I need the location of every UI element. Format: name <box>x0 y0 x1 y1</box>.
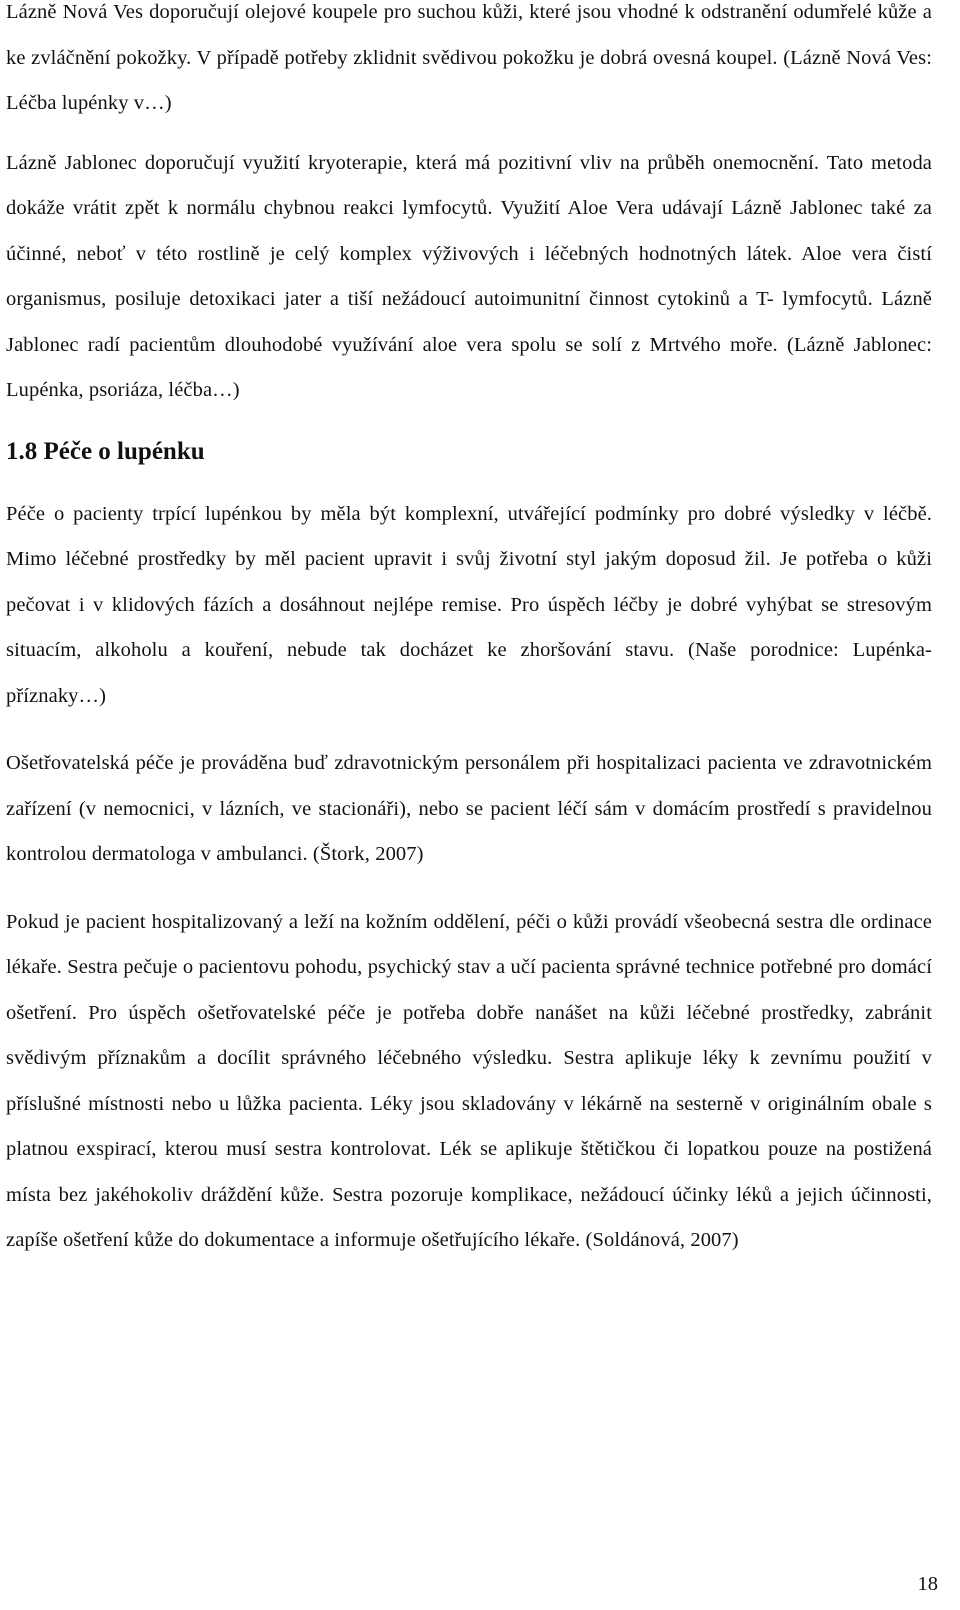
body-paragraph: Pokud je pacient hospitalizovaný a leží na kožním oddělení, péči o kůži provádí všeobecná sestra dle ordinace lékaře. Sestra pečuje o pacientovu pohodu, psychický stav a učí pacienta správné technice potřebné pro domácí ošetření. Pro úspěch ošetřovatelské péče je potřeba dobře nanášet na kůži léčebné prostředky, zabránit svědivým příznakům a docílit správného léčebného výsledku. Sestra aplikuje léky k zevnímu použití v příslušné místnosti nebo u lůžka pacienta. Léky jsou skladovány v lékárně na sesterně v originálním obale s platnou exspirací, kterou musí sestra kontrolovat. Lék se aplikuje štětičkou či lopatkou pouze na postižená místa bez jakéhokoliv dráždění kůže. Sestra pozoruje komplikace, nežádoucí účinky léků a jejich účinnosti, zapíše ošetření kůže do dokumentace a informuje ošetřujícího lékaře. (Soldánová, 2007) <box>6 910 932 1251</box>
page-number: 18 <box>917 1573 938 1595</box>
body-paragraph: Péče o pacienty trpící lupénkou by měla být komplexní, utvářející podmínky pro dobré výsledky v léčbě. Mimo léčebné prostředky by měl pacient upravit i svůj životní styl jakým doposud žil. Je potřeba o kůži pečovat i v klidových fázích a dosáhnout nejlépe remise. Pro úspěch léčby je dobré vyhýbat se stresovým situacím, alkoholu a kouření, nebude tak docházet ke zhoršování stavu. (Naše porodnice: Lupénka- příznaky…) <box>6 502 932 707</box>
section-title: Péče o lupénku <box>43 437 205 465</box>
body-paragraph: Lázně Nová Ves doporučují olejové koupele pro suchou kůži, které jsou vhodné k odstranění odumřelé kůže a ke zvláčnění pokožky. V případě potřeby zklidnit svědivou pokožku je dobrá ovesná koupel. (Lázně Nová Ves: Léčba lupénky v…) <box>6 1 932 114</box>
section-number: 1.8 <box>6 437 38 465</box>
document-page <box>6 0 932 1264</box>
body-paragraph: Lázně Jablonec doporučují využití kryoterapie, která má pozitivní vliv na průběh onemocnění. Tato metoda dokáže vrátit zpět k normálu chybnou reakci lymfocytů. Využití Aloe Vera udávají Lázně Jablonec také za účinné, neboť v této rostlině je celý komplex výživových i léčebných hodnotných látek. Aloe vera čistí organismus, posiluje detoxikaci jater a tiší nežádoucí autoimunitní činnost cytokinů a T- lymfocytů. Lázně Jablonec radí pacientům dlouhodobé využívání aloe vera spolu se solí z Mrtvého moře. (Lázně Jablonec: Lupénka, psoriáza, léčba…) <box>6 151 932 401</box>
body-paragraph: Ošetřovatelská péče je prováděna buď zdravotnickým personálem při hospitalizaci pacienta ve zdravotnickém zařízení (v nemocnici, v lázních, ve stacionáři), nebo se pacient léčí sám v domácím prostředí s pravidelnou kontrolou dermatologa v ambulanci. (Štork, 2007) <box>6 752 932 865</box>
section-heading <box>6 437 932 467</box>
